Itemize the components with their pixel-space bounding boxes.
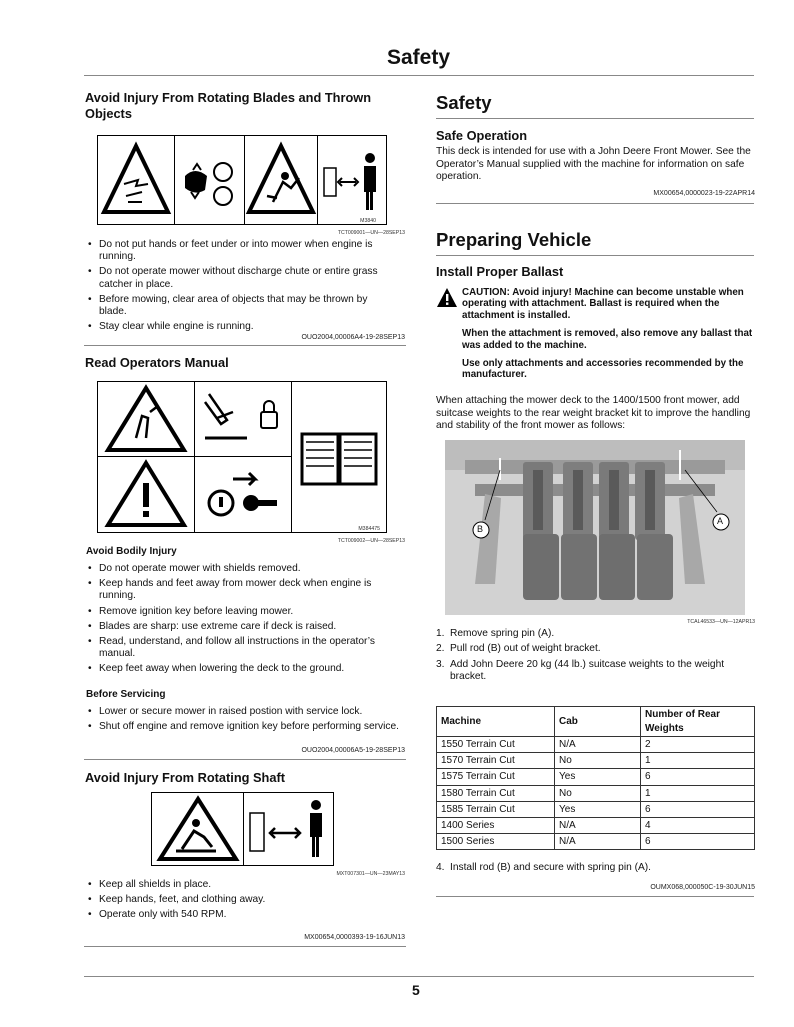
footer-rule — [84, 976, 754, 977]
section-divider — [436, 203, 754, 204]
table-cell: N/A — [555, 834, 641, 850]
heading-rule — [436, 255, 754, 256]
table-cell: 1500 Series — [437, 834, 555, 850]
list-item: • Keep hands and feet away from mower deck when engine is running. — [86, 578, 401, 602]
section-heading-safety: Safety — [436, 92, 492, 113]
section-heading-read-manual: Read Operators Manual — [85, 355, 229, 370]
list-item: • Before mowing, clear area of objects that may be thrown by blade. — [86, 294, 396, 318]
decal-small-code: M384475 — [358, 526, 380, 532]
bullet-list-bodily-injury — [86, 563, 401, 679]
exclamation-warning-icon — [98, 457, 195, 532]
reference-code: OUO2004,00006A5-19-28SEP13 — [301, 747, 405, 754]
table-cell: 1 — [641, 785, 755, 801]
caution-text: CAUTION: Avoid injury! Machine can become unstable when operating with attachment. Ballast is required when the attachment is installed. — [462, 287, 744, 321]
column-header: Number of Rear Weights — [641, 707, 755, 737]
list-item: 2. Pull rod (B) out of weight bracket. — [436, 643, 601, 655]
ballast-intro-text: When attaching the mower deck to the 1400/1500 front mower, add suitcase weights to the rear weight bracket kit to improve the handling and stability of the front mower as follows: — [436, 395, 751, 432]
figure-code: TCT009001—UN—28SEP13 — [337, 230, 405, 236]
decal-small-code: M3840 — [360, 218, 376, 224]
bullet-list-servicing — [86, 706, 411, 736]
table-cell: 1585 Terrain Cut — [437, 801, 555, 817]
rotating-blade-icon — [175, 136, 245, 224]
callout-label-b: B — [477, 524, 484, 534]
safety-decal-shaft — [151, 792, 334, 866]
table-cell: 6 — [641, 801, 755, 817]
steps-list-continued — [436, 862, 756, 877]
page-number: 5 — [412, 982, 420, 998]
subheading-safe-operation: Safe Operation — [436, 128, 528, 143]
table-row — [437, 801, 755, 817]
list-item: • Lower or secure mower in raised postion with service lock. — [86, 706, 411, 718]
table-cell: N/A — [555, 818, 641, 834]
list-item: • Do not operate mower without discharge chute or entire grass catcher in place. — [86, 266, 396, 290]
safety-decal-manual — [97, 381, 387, 533]
table-cell: N/A — [555, 737, 641, 753]
caution-text: When the attachment is removed, also remove any ballast that was added to the machine. — [462, 328, 753, 351]
table-cell: 6 — [641, 834, 755, 850]
remove-key-icon — [195, 457, 292, 532]
list-item: • Do not put hands or feet under or into mower when engine is running. — [86, 239, 396, 263]
section-heading-rotating-blades: Avoid Injury From Rotating Blades and Thrown Objects — [85, 90, 372, 121]
safe-operation-text: This deck is intended for use with a John Deere Front Mower. See the Operator’s Manual supplied with the machine for information on safe operation. — [436, 146, 751, 183]
table-cell: 1 — [641, 753, 755, 769]
figure-code: TCAL46533—UN—12APR13 — [687, 619, 755, 625]
table-cell: 1570 Terrain Cut — [437, 753, 555, 769]
callout-label-a: A — [717, 516, 724, 526]
list-item: • Do not operate mower with shields removed. — [86, 563, 401, 575]
caution-block — [462, 287, 754, 388]
subheading-before-servicing: Before Servicing — [86, 689, 166, 700]
list-item: • Keep feet away when lowering the deck to the ground. — [86, 663, 401, 675]
list-item: • Keep hands, feet, and clothing away. — [86, 894, 396, 906]
reference-code: MX00654,0000023-19-22APR14 — [653, 190, 755, 197]
table-row — [437, 737, 755, 753]
table-row — [437, 769, 755, 785]
page-title: Safety — [386, 46, 450, 69]
manual-book-icon — [292, 382, 387, 532]
table-cell: No — [555, 785, 641, 801]
caution-text: Use only attachments and accessories recommended by the manufacturer. — [462, 358, 744, 381]
safe-distance-icon — [318, 136, 388, 224]
table-cell: 6 — [641, 769, 755, 785]
table-row — [437, 753, 755, 769]
section-heading-preparing-vehicle: Preparing Vehicle — [436, 229, 592, 250]
warning-triangle-icon — [98, 382, 195, 457]
table-cell: 1580 Terrain Cut — [437, 785, 555, 801]
reference-code: OUO2004,00006A4-19-28SEP13 — [301, 334, 405, 341]
bullet-list-shaft — [86, 879, 396, 925]
table-row — [437, 785, 755, 801]
list-item: • Remove ignition key before leaving mower. — [86, 606, 401, 618]
list-item: • Read, understand, and follow all instructions in the operator’s manual. — [86, 636, 401, 660]
table-cell: 4 — [641, 818, 755, 834]
list-item: 1. Remove spring pin (A). — [436, 628, 555, 639]
figure-code: TCT009002—UN—28SEP13 — [337, 538, 405, 544]
subheading-avoid-bodily-injury: Avoid Bodily Injury — [86, 546, 177, 557]
section-divider — [84, 759, 406, 760]
table-header-row — [437, 707, 755, 737]
shaft-entanglement-warning-icon — [152, 793, 244, 865]
bullet-list-blades — [86, 239, 396, 336]
caution-icon — [436, 287, 458, 314]
steps-list — [436, 628, 756, 687]
weights-table — [436, 706, 755, 850]
service-lock-icon — [195, 382, 292, 457]
list-item: • Blades are sharp: use extreme care if deck is raised. — [86, 621, 401, 633]
list-item: • Stay clear while engine is running. — [86, 321, 396, 333]
table-cell: Yes — [555, 801, 641, 817]
subheading-install-ballast: Install Proper Ballast — [436, 264, 564, 279]
table-cell: Yes — [555, 769, 641, 785]
table-cell: 1550 Terrain Cut — [437, 737, 555, 753]
reference-code: MX00654,0000393-19-16JUN13 — [304, 934, 405, 941]
table-cell: 1400 Series — [437, 818, 555, 834]
safe-distance-icon — [244, 793, 335, 865]
table-cell: 1575 Terrain Cut — [437, 769, 555, 785]
safety-decal-blades — [97, 135, 387, 225]
list-item: 4. Install rod (B) and secure with spring pin (A). — [436, 862, 652, 873]
list-item: 3. Add John Deere 20 kg (44 lb.) suitcase weights to the weight bracket. — [436, 658, 725, 683]
warning-triangle-icon — [98, 136, 175, 224]
table-cell: 2 — [641, 737, 755, 753]
column-header: Cab — [555, 707, 641, 737]
column-header: Machine — [437, 707, 555, 737]
table-row — [437, 834, 755, 850]
list-item: • Shut off engine and remove ignition key before performing service. — [86, 721, 411, 733]
list-item: • Keep all shields in place. — [86, 879, 396, 891]
table-row — [437, 818, 755, 834]
header-rule — [84, 75, 754, 76]
section-divider — [84, 946, 406, 947]
table-cell: No — [555, 753, 641, 769]
section-heading-rotating-shaft: Avoid Injury From Rotating Shaft — [85, 770, 286, 785]
weight-bracket-photo — [445, 440, 745, 615]
heading-rule — [436, 118, 754, 119]
list-item: • Operate only with 540 RPM. — [86, 909, 396, 921]
figure-code: MXT007301—UN—23MAY13 — [336, 871, 405, 877]
reference-code: OUMX068,000050C-19-30JUN15 — [650, 884, 755, 891]
section-divider — [436, 896, 754, 897]
section-divider — [84, 345, 406, 346]
thrown-objects-warning-icon — [245, 136, 318, 224]
